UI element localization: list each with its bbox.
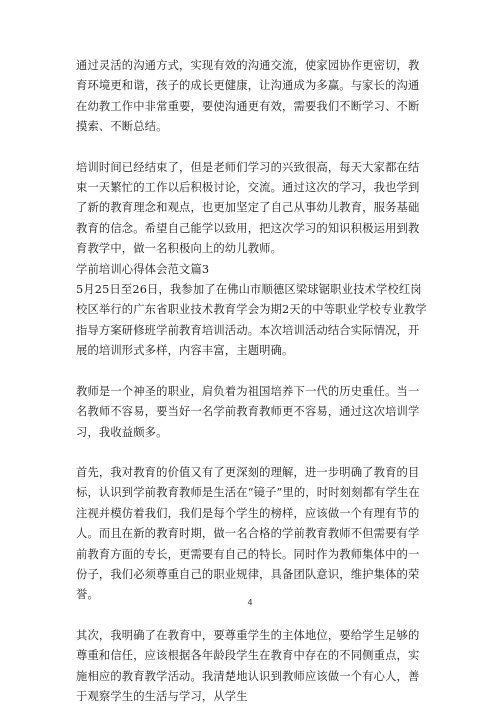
paragraph-training-end: 培训时间已经结束了，但是老师们学习的兴致很高，每天大家都在结束一天繁忙的工作以后积极讨论，交流。通过这次的学习，我也学到了新的教育理念和观点，也更加坚定了自己从事幼儿教育，服务基础教育的信念。希望自己能学以致用，把这次学习的知识积极运用到教育教学中，做一名积极向上的幼儿教师。	[76, 160, 420, 256]
paragraph-teacher-role: 教师是一个神圣的职业，肩负着为祖国培养下一代的历史重任。当一名教师不容易，要当好一名学前教育教师更不容易，通过这次培训学习，我收益颇多。	[76, 384, 420, 439]
paragraph-spacer	[76, 443, 428, 463]
paragraph-first-point: 首先，我对教育的价值又有了更深刻的理解，进一步明确了教育的目标，认识到学前教育教师是生活在“镜子”里的，时时刻刻都有学生在注视并模仿着我们，我们是每个学生的榜样，应该做一个有理有节的人。而且在新的教育时期，做一名合格的学前教育教师不但需要有学前教育方面的专长，更需要有自己的特长。同时作为教师集体中的一份子，我们必须尊重自己的职业规律，具备团队意识，维护集体的荣誉。	[76, 465, 420, 602]
paragraph-spacer	[76, 362, 428, 382]
paragraph-spacer	[76, 138, 428, 158]
page-number: 4	[247, 598, 253, 607]
paragraph-communication: 通过灵活的沟通方式，实现有效的沟通交流，使家园协作更密切，教育环境更和谐，孩子的成长更健康，让沟通成为多赢。与家长的沟通在幼教工作中非常重要，要使沟通更有效，需要我们不断学习、不断摸索、不断总结。	[76, 59, 420, 134]
section-heading: 学前培训心得体会范文篇3	[76, 262, 210, 276]
paragraph-spacer	[76, 606, 428, 626]
paragraph-second-point: 其次，我明确了在教育中，要尊重学生的主体地位，要给学生足够的尊重和信任，应该根据各年龄段学生在教育中存在的不同侧重点，实施相应的教育教学活动。我清楚地认识到教师应该做一个有心人，善于观察学生的生活与学习，从学生	[76, 628, 420, 703]
document-body	[76, 56, 428, 707]
paragraph-event-intro: 5月25日至26日，我参加了在佛山市顺德区梁球锯职业技术学校红岗校区举行的广东省职业技术教育学会为期2天的中等职业学校专业教学指导方案研修班学前教育培训活动。本次培训活动结合实际情况，开展的培训形式多样，内容丰富，主题明确。	[76, 283, 427, 358]
